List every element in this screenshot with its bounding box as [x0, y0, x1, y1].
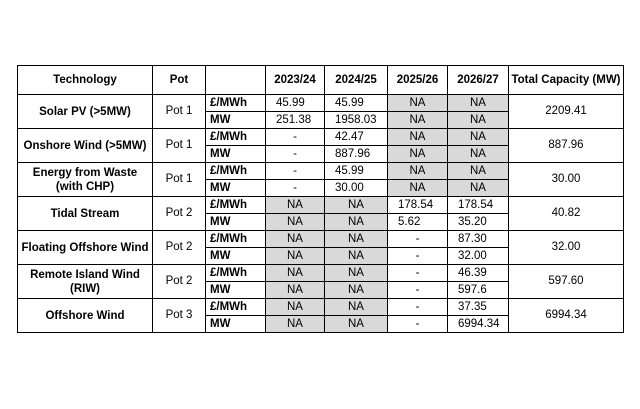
unit-cell: £/MWh: [206, 299, 266, 316]
value-cell-y1: -: [266, 146, 325, 163]
total-capacity-cell: 887.96: [509, 129, 624, 163]
header-pot: Pot: [153, 66, 206, 95]
value-cell-y1: -: [266, 129, 325, 146]
total-capacity-cell: 597.60: [509, 265, 624, 299]
header-2025-26: 2025/26: [388, 66, 448, 95]
value-cell-y4: 35.20: [448, 214, 509, 231]
value-cell-y2: NA: [325, 231, 388, 248]
value-cell-y3: -: [388, 299, 448, 316]
header-technology: Technology: [18, 66, 153, 95]
value-cell-y2: NA: [325, 197, 388, 214]
total-capacity-cell: 6994.34: [509, 299, 624, 333]
total-capacity-cell: 40.82: [509, 197, 624, 231]
table-row: [18, 129, 624, 146]
value-cell-y3: -: [388, 265, 448, 282]
unit-cell: MW: [206, 146, 266, 163]
value-cell-y3: -: [388, 316, 448, 333]
header-row: [18, 66, 624, 95]
value-cell-y3: -: [388, 248, 448, 265]
value-cell-y2: 887.96: [325, 146, 388, 163]
total-capacity-cell: 30.00: [509, 163, 624, 197]
unit-cell: £/MWh: [206, 265, 266, 282]
value-cell-y1: NA: [266, 248, 325, 265]
value-cell-y4: NA: [448, 180, 509, 197]
value-cell-y1: NA: [266, 316, 325, 333]
value-cell-y4: NA: [448, 129, 509, 146]
value-cell-y3: -: [388, 231, 448, 248]
pot-cell: Pot 2: [153, 265, 206, 299]
technology-cell: Floating Offshore Wind: [18, 231, 153, 265]
table-row: [18, 231, 624, 248]
capacity-table: [17, 65, 624, 333]
value-cell-y4: 37.35: [448, 299, 509, 316]
table-row: [18, 95, 624, 112]
value-cell-y1: NA: [266, 265, 325, 282]
unit-cell: MW: [206, 316, 266, 333]
value-cell-y3: NA: [388, 129, 448, 146]
value-cell-y4: NA: [448, 95, 509, 112]
table-row: [18, 163, 624, 180]
unit-cell: £/MWh: [206, 197, 266, 214]
value-cell-y2: NA: [325, 248, 388, 265]
unit-cell: £/MWh: [206, 129, 266, 146]
value-cell-y4: NA: [448, 146, 509, 163]
header-2024-25: 2024/25: [325, 66, 388, 95]
value-cell-y1: -: [266, 180, 325, 197]
value-cell-y3: 5.62: [388, 214, 448, 231]
unit-cell: MW: [206, 248, 266, 265]
pot-cell: Pot 1: [153, 163, 206, 197]
value-cell-y2: 30.00: [325, 180, 388, 197]
value-cell-y2: 1958.03: [325, 112, 388, 129]
technology-cell: Onshore Wind (>5MW): [18, 129, 153, 163]
value-cell-y2: 42.47: [325, 129, 388, 146]
value-cell-y2: NA: [325, 299, 388, 316]
technology-cell: Energy from Waste (with CHP): [18, 163, 153, 197]
value-cell-y4: 87.30: [448, 231, 509, 248]
table-row: [18, 299, 624, 316]
total-capacity-cell: 32.00: [509, 231, 624, 265]
value-cell-y4: NA: [448, 163, 509, 180]
unit-cell: £/MWh: [206, 231, 266, 248]
unit-cell: MW: [206, 180, 266, 197]
value-cell-y1: NA: [266, 231, 325, 248]
technology-cell: Offshore Wind: [18, 299, 153, 333]
technology-cell: Remote Island Wind (RIW): [18, 265, 153, 299]
header-total-capacity: Total Capacity (MW): [509, 66, 624, 95]
value-cell-y2: NA: [325, 282, 388, 299]
value-cell-y1: NA: [266, 299, 325, 316]
value-cell-y3: NA: [388, 95, 448, 112]
unit-cell: MW: [206, 214, 266, 231]
value-cell-y4: 178.54: [448, 197, 509, 214]
value-cell-y2: NA: [325, 214, 388, 231]
pot-cell: Pot 1: [153, 129, 206, 163]
pot-cell: Pot 2: [153, 231, 206, 265]
total-capacity-cell: 2209.41: [509, 95, 624, 129]
value-cell-y3: NA: [388, 146, 448, 163]
unit-cell: £/MWh: [206, 163, 266, 180]
table-row: [18, 265, 624, 282]
header-2026-27: 2026/27: [448, 66, 509, 95]
technology-cell: Tidal Stream: [18, 197, 153, 231]
value-cell-y3: NA: [388, 180, 448, 197]
header-unit: [206, 66, 266, 95]
technology-cell: Solar PV (>5MW): [18, 95, 153, 129]
unit-cell: MW: [206, 282, 266, 299]
value-cell-y1: -: [266, 163, 325, 180]
value-cell-y4: 6994.34: [448, 316, 509, 333]
value-cell-y1: NA: [266, 214, 325, 231]
pot-cell: Pot 3: [153, 299, 206, 333]
value-cell-y4: 597.6: [448, 282, 509, 299]
value-cell-y4: 46.39: [448, 265, 509, 282]
pot-cell: Pot 2: [153, 197, 206, 231]
value-cell-y2: 45.99: [325, 95, 388, 112]
value-cell-y4: 32.00: [448, 248, 509, 265]
value-cell-y1: 45.99: [266, 95, 325, 112]
value-cell-y2: NA: [325, 316, 388, 333]
value-cell-y4: NA: [448, 112, 509, 129]
value-cell-y3: NA: [388, 163, 448, 180]
table-row: [18, 197, 624, 214]
unit-cell: £/MWh: [206, 95, 266, 112]
value-cell-y1: NA: [266, 282, 325, 299]
value-cell-y3: -: [388, 282, 448, 299]
unit-cell: MW: [206, 112, 266, 129]
value-cell-y3: NA: [388, 112, 448, 129]
value-cell-y3: 178.54: [388, 197, 448, 214]
pot-cell: Pot 1: [153, 95, 206, 129]
value-cell-y2: NA: [325, 265, 388, 282]
header-2023-24: 2023/24: [266, 66, 325, 95]
value-cell-y1: 251.38: [266, 112, 325, 129]
value-cell-y1: NA: [266, 197, 325, 214]
value-cell-y2: 45.99: [325, 163, 388, 180]
